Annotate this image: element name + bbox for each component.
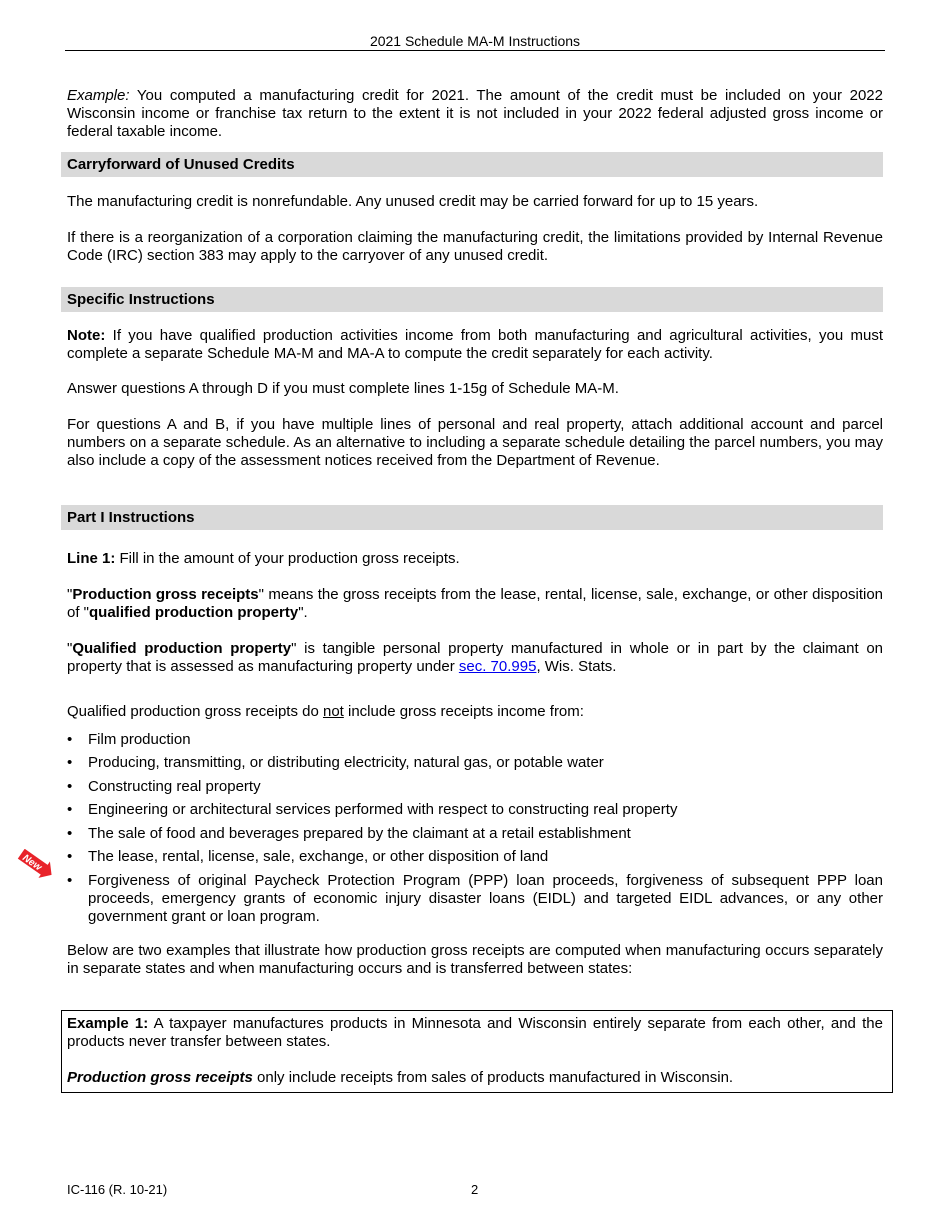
list-item-text: The sale of food and beverages prepared by the claimant at a retail establishment: [88, 825, 631, 842]
pgr-term2: qualified production property: [89, 604, 299, 621]
specific-p2: Answer questions A through D if you must complete lines 1-15g of Schedule MA-M.: [67, 380, 619, 397]
production-gross-receipts-definition: [67, 586, 883, 622]
pgr-text: " means the gross receipts from the lease, rental, license, sale, exchange, or other disposition of ": [67, 586, 884, 621]
example1-box: [61, 1010, 893, 1093]
note-text: If you have qualified production activities income from both manufacturing and agricultural activities, you must complete a separate Schedule MA-M and MA-A to compute the credit separately for each activity.: [67, 327, 883, 362]
specific-p3: For questions A and B, if you have multiple lines of personal and real property, attach additional account and parcel numbers on a separate schedule. As an alternative to including a separate schedule detailing the parcel numbers, you may also include a copy of the assessment notices received from the Department of Revenue.: [67, 416, 883, 469]
qualified-production-property-definition: [67, 640, 883, 676]
bullet: •: [67, 801, 73, 818]
example-label: Example:: [67, 87, 130, 104]
qpp-term: Qualified production property: [72, 640, 292, 657]
qpp-text: " is tangible personal property manufactured in whole or in part by the claimant on property that is assessed as manufacturing property under: [67, 640, 884, 675]
example1-label: Example 1:: [67, 1015, 149, 1032]
quote: ": [67, 640, 73, 657]
bullet: •: [67, 825, 73, 842]
exclusions-intro: [67, 703, 883, 721]
example-text: You computed a manufacturing credit for 2021. The amount of the credit must be included on your 2022 Wisconsin income or franchise tax return to the extent it is not included in your 2022 federal adjusted gross income or federal taxable income.: [67, 87, 883, 140]
example1-text: [67, 1015, 883, 1051]
list-item-text: Film production: [88, 731, 191, 748]
page-header: 2021 Schedule MA-M Instructions: [65, 33, 885, 51]
bullet: •: [67, 778, 73, 795]
intro-example: [67, 87, 883, 141]
example1-body: A taxpayer manufactures products in Minnesota and Wisconsin entirely separate from each other, and the products never transfer between states.: [67, 1015, 883, 1050]
example1-term-text: only include receipts from sales of products manufactured in Wisconsin.: [252, 1069, 734, 1086]
new-badge-label: New: [20, 852, 44, 874]
line1-instruction: [67, 550, 883, 568]
new-badge-icon: [16, 849, 56, 879]
list-item-text: Forgiveness of original Paycheck Protection Program (PPP) loan proceeds, forgiveness of subsequent PPP loan proceeds, emergency grants of economic injury disaster loans (EIDL) and targeted EIDL advances, or any other government grant or loan program.: [88, 872, 883, 925]
bullet: •: [67, 731, 73, 748]
bullet: •: [67, 872, 73, 889]
carryforward-p2: If there is a reorganization of a corporation claiming the manufacturing credit, the limitations provided by Internal Revenue Code (IRC) section 383 may apply to the carryover of any unused credit.: [67, 229, 883, 264]
excl-pre: Qualified production gross receipts do: [67, 703, 323, 720]
page-number: 2: [471, 1182, 479, 1197]
list-item-text: Constructing real property: [88, 778, 261, 795]
line1-text: Fill in the amount of your production gross receipts.: [115, 550, 460, 567]
qpp-end: , Wis. Stats.: [536, 658, 617, 675]
examples-intro: Below are two examples that illustrate how production gross receipts are computed when manufacturing occurs separately in separate states and when manufacturing occurs and is transferred between states:: [67, 942, 883, 977]
line1-label: Line 1:: [67, 550, 116, 567]
carryforward-p1: The manufacturing credit is nonrefundable. Any unused credit may be carried forward for up to 15 years.: [67, 193, 759, 210]
bullet: •: [67, 848, 73, 865]
list-item-text: Producing, transmitting, or distributing electricity, natural gas, or potable water: [88, 754, 604, 771]
section-specific-instructions: Specific Instructions: [61, 287, 883, 312]
example1-conclusion: [67, 1069, 883, 1087]
list-item-text: The lease, rental, license, sale, exchange, or other disposition of land: [88, 848, 549, 865]
example1-term: Production gross receipts: [67, 1069, 253, 1086]
excl-post: include gross receipts income from:: [343, 703, 584, 720]
pgr-end: ".: [298, 604, 308, 621]
bullet: •: [67, 754, 73, 771]
excl-not: not: [322, 703, 344, 720]
form-id: IC-116 (R. 10-21): [67, 1182, 168, 1197]
quote: ": [67, 586, 73, 603]
section-carryforward: Carryforward of Unused Credits: [61, 152, 883, 177]
note-label: Note:: [67, 327, 106, 344]
pgr-term: Production gross receipts: [72, 586, 259, 603]
specific-note: [67, 327, 883, 363]
statute-link[interactable]: sec. 70.995: [458, 658, 537, 675]
list-item-text: Engineering or architectural services performed with respect to constructing real property: [88, 801, 678, 818]
section-part1: Part I Instructions: [61, 505, 883, 530]
